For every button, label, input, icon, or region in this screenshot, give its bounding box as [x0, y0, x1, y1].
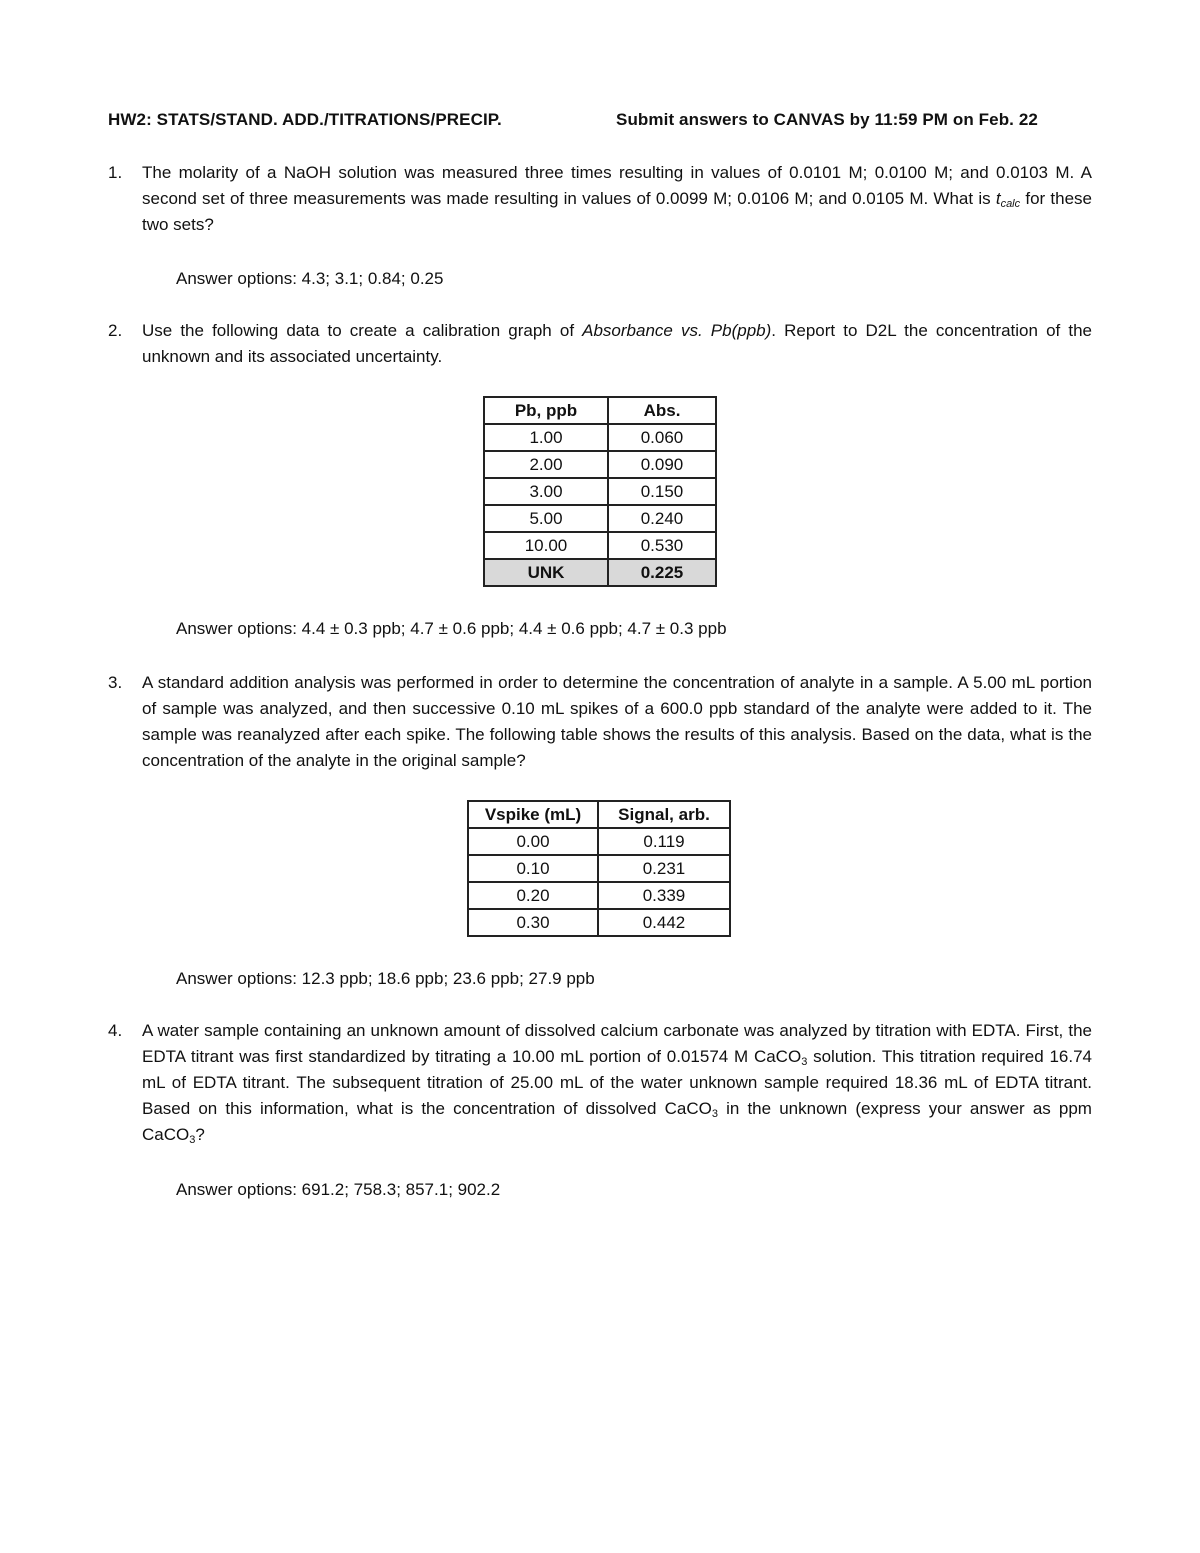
table-header-row — [484, 397, 716, 424]
calibration-table — [483, 396, 717, 587]
table-row — [484, 478, 716, 505]
table-cell: 5.00 — [484, 505, 608, 532]
table-row — [468, 855, 730, 882]
table-cell: 10.00 — [484, 532, 608, 559]
answer-options-1: Answer options: 4.3; 3.1; 0.84; 0.25 — [176, 269, 444, 288]
table-row — [484, 424, 716, 451]
table-cell: 0.30 — [468, 909, 598, 936]
submission-deadline: Submit answers to CANVAS by 11:59 PM on Feb. 22 — [616, 110, 1038, 129]
table-row — [468, 909, 730, 936]
table-header: Abs. — [608, 397, 716, 424]
table-row — [484, 451, 716, 478]
table-cell: 0.150 — [608, 478, 716, 505]
table-cell: 0.060 — [608, 424, 716, 451]
table-cell: 0.442 — [598, 909, 730, 936]
table-row — [484, 505, 716, 532]
page-header — [108, 110, 1078, 130]
table-header: Signal, arb. — [598, 801, 730, 828]
question-text: The molarity of a NaOH solution was measured three times resulting in values of 0.0101 M; 0.0100 M; and 0.0103 M. A second set of three measurements was made resulting in values of 0.0099 M; 0.0106 M; and 0.0105 M. What is $t_{calc}$ for these two sets? — [142, 163, 1092, 234]
table-cell: 0.530 — [608, 532, 716, 559]
table-cell: 0.090 — [608, 451, 716, 478]
question-1 — [108, 160, 1092, 238]
question-4 — [108, 1018, 1092, 1148]
table-cell: 0.225 — [608, 559, 716, 586]
table-cell: 0.231 — [598, 855, 730, 882]
question-number: 2. — [108, 321, 123, 340]
table-cell: 3.00 — [484, 478, 608, 505]
question-2 — [108, 318, 1092, 370]
question-3 — [108, 670, 1092, 774]
answer-options-2: Answer options: 4.4 ± 0.3 ppb; 4.7 ± 0.6 ppb; 4.4 ± 0.6 ppb; 4.7 ± 0.3 ppb — [176, 619, 727, 638]
table-header-row — [468, 801, 730, 828]
table-cell: UNK — [484, 559, 608, 586]
table-cell: 2.00 — [484, 451, 608, 478]
question-text: A water sample containing an unknown amount of dissolved calcium carbonate was analyzed by titration with EDTA. First, the EDTA titrant was first standardized by titrating a 10.00 mL portion of 0.01574 M CaCO$_3$ solution. This titration required 16.74 mL of EDTA titrant. The subsequent titration of 25.00 mL of the water unknown sample required 18.36 mL of EDTA titrant. Based on this information, what is the concentration of dissolved CaCO$_3$ in the unknown (express your answer as ppm CaCO$_3$? — [142, 1021, 1092, 1146]
table-cell: 0.20 — [468, 882, 598, 909]
table-cell: 0.119 — [598, 828, 730, 855]
table-row — [468, 828, 730, 855]
question-text: Use the following data to create a calibration graph of Absorbance vs. Pb(ppb). Report to D2L the concentration of the unknown and its associated uncertainty. — [142, 321, 1092, 366]
table-cell: 0.00 — [468, 828, 598, 855]
standard-addition-table — [467, 800, 731, 937]
question-number: 3. — [108, 673, 123, 692]
table-row — [484, 532, 716, 559]
question-number: 4. — [108, 1021, 123, 1040]
answer-options-4: Answer options: 691.2; 758.3; 857.1; 902.2 — [176, 1180, 501, 1199]
table-header: Pb, ppb — [484, 397, 608, 424]
table-cell: 0.10 — [468, 855, 598, 882]
table-cell: 1.00 — [484, 424, 608, 451]
unknown-row — [484, 559, 716, 586]
answer-options-3: Answer options: 12.3 ppb; 18.6 ppb; 23.6 ppb; 27.9 ppb — [176, 969, 595, 988]
table-header: Vspike (mL) — [468, 801, 598, 828]
question-text: A standard addition analysis was performed in order to determine the concentration of analyte in a sample. A 5.00 mL portion of sample was analyzed, and then successive 0.10 mL spikes of a 600.0 ppb standard of the analyte were added to it. The sample was reanalyzed after each spike. The following table shows the results of this analysis. Based on the data, what is the concentration of the analyte in the original sample? — [142, 673, 1092, 770]
assignment-title: HW2: STATS/STAND. ADD./TITRATIONS/PRECIP. — [108, 110, 502, 129]
table-row — [468, 882, 730, 909]
question-number: 1. — [108, 163, 123, 182]
table-cell: 0.240 — [608, 505, 716, 532]
table-cell: 0.339 — [598, 882, 730, 909]
